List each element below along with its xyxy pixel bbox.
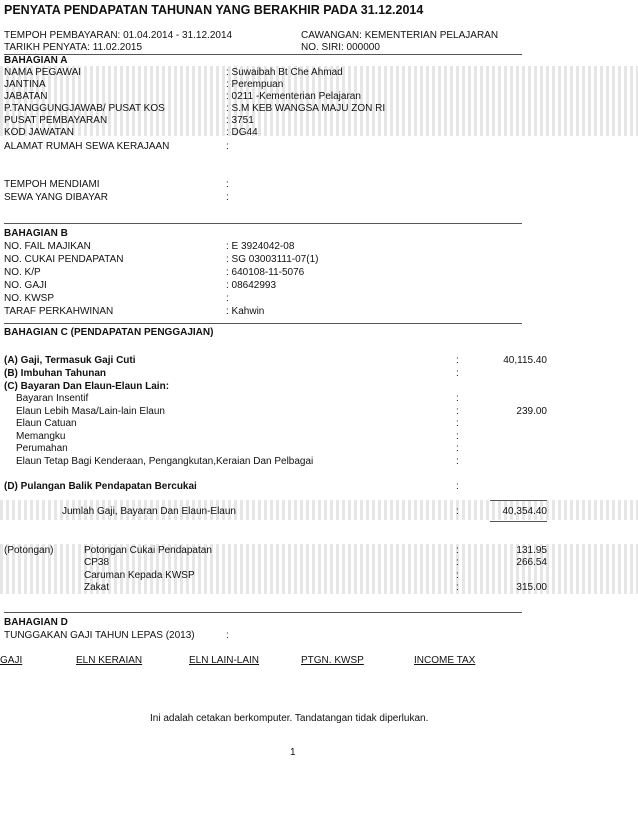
colon: :	[456, 418, 459, 429]
potongan-label: CP38	[84, 557, 110, 568]
divider	[4, 54, 522, 55]
field-value: : 3751	[226, 115, 254, 126]
field-label: NO. FAIL MAJIKAN	[4, 241, 91, 252]
elaun-label: Elaun Lebih Masa/Lain-lain Elaun	[16, 406, 165, 417]
field-label: NO. GAJI	[4, 280, 47, 291]
subtotal-rule	[490, 500, 547, 501]
elaun-label: Bayaran Insentif	[16, 393, 89, 404]
colon: :	[456, 570, 459, 581]
divider	[4, 223, 522, 224]
field-value: :	[226, 179, 229, 190]
potongan-amount: 315.00	[516, 582, 547, 593]
colon: :	[456, 481, 459, 492]
colon: :	[456, 368, 459, 379]
no-siri: NO. SIRI: 000000	[301, 42, 380, 53]
arrears-column-header: PTGN. KWSP	[301, 655, 364, 666]
bahagian-c-heading: BAHAGIAN C (PENDAPATAN PENGGAJIAN)	[4, 327, 214, 338]
field-label: P.TANGGUNGJAWAB/ PUSAT KOS	[4, 103, 165, 114]
potongan-amount: 131.95	[516, 545, 547, 556]
potongan-label: Caruman Kepada KWSP	[84, 570, 195, 581]
page-number: 1	[290, 747, 296, 758]
field-value: : Perempuan	[226, 79, 284, 90]
field-value: : Suwaibah Bt Che Ahmad	[226, 67, 343, 78]
colon: :	[456, 406, 459, 417]
elaun-amount: 239.00	[516, 406, 547, 417]
tunggakan-label: TUNGGAKAN GAJI TAHUN LEPAS (2013)	[4, 630, 195, 641]
field-label: SEWA YANG DIBAYAR	[4, 192, 108, 203]
field-value: : 08642993	[226, 280, 277, 291]
divider	[4, 612, 522, 613]
colon: :	[456, 506, 459, 517]
elaun-label: Perumahan	[16, 443, 68, 454]
field-label: TEMPOH MENDIAMI	[4, 179, 100, 190]
colon: :	[456, 582, 459, 593]
arrears-column-header: GAJI	[0, 655, 23, 666]
field-value: : 0211 -Kementerian Pelajaran	[226, 91, 361, 102]
field-value: : SG 03003111-07(1)	[226, 254, 319, 265]
field-label: NO. CUKAI PENDAPATAN	[4, 254, 124, 265]
field-label: NO. KWSP	[4, 293, 55, 304]
potongan-tag: (Potongan)	[4, 545, 54, 556]
potongan-label: Potongan Cukai Pendapatan	[84, 545, 212, 556]
colon: :	[456, 443, 459, 454]
field-label: TARAF PERKAHWINAN	[4, 306, 114, 317]
colon: :	[456, 557, 459, 568]
colon: :	[456, 355, 459, 366]
colon: :	[456, 545, 459, 556]
bayaran-heading: (C) Bayaran Dan Elaun-Elaun Lain:	[4, 381, 170, 392]
computer-print-note: Ini adalah cetakan berkomputer. Tandatangan tidak diperlukan.	[150, 713, 429, 724]
elaun-label: Elaun Catuan	[16, 418, 77, 429]
bahagian-a-heading: BAHAGIAN A	[4, 55, 68, 66]
pulangan-label: (D) Pulangan Balik Pendapatan Bercukai	[4, 481, 197, 492]
cawangan: CAWANGAN: KEMENTERIAN PELAJARAN	[301, 30, 499, 41]
page-title: PENYATA PENDAPATAN TAHUNAN YANG BERAKHIR PADA 31.12.2014	[4, 3, 424, 17]
field-value: : S.M KEB WANGSA MAJU ZON RI	[226, 103, 386, 114]
field-label: KOD JAWATAN	[4, 127, 74, 138]
arrears-column-header: ELN LAIN-LAIN	[189, 655, 260, 666]
bahagian-b-heading: BAHAGIAN B	[4, 228, 68, 239]
field-label: PUSAT PEMBAYARAN	[4, 115, 108, 126]
imbuhan-label: (B) Imbuhan Tahunan	[4, 368, 107, 379]
gaji-amount: 40,115.40	[503, 355, 547, 366]
arrears-column-header: INCOME TAX	[414, 655, 476, 666]
tempoh-pembayaran: TEMPOH PEMBAYARAN: 01.04.2014 - 31.12.2014	[4, 30, 233, 41]
field-label: NAMA PEGAWAI	[4, 67, 82, 78]
field-label: NO. K/P	[4, 267, 41, 278]
bahagian-d-heading: BAHAGIAN D	[4, 617, 68, 628]
jumlah-label: Jumlah Gaji, Bayaran Dan Elaun-Elaun	[62, 506, 236, 517]
potongan-amount: 266.54	[516, 557, 547, 568]
field-label: JABATAN	[4, 91, 48, 102]
field-value: : Kahwin	[226, 306, 265, 317]
colon: :	[456, 431, 459, 442]
colon: :	[456, 456, 459, 467]
field-label: ALAMAT RUMAH SEWA KERAJAAN	[4, 141, 170, 152]
tarikh-penyata: TARIKH PENYATA: 11.02.2015	[4, 42, 143, 53]
field-value: : 640108-11-5076	[226, 267, 305, 278]
divider	[4, 323, 522, 324]
jumlah-amount: 40,354.40	[502, 506, 547, 517]
arrears-column-header: ELN KERAIAN	[76, 655, 143, 666]
field-value: : DG44	[226, 127, 258, 138]
elaun-label: Elaun Tetap Bagi Kenderaan, Pengangkutan,Keraian Dan Pelbagai	[16, 456, 314, 467]
field-value: :	[226, 293, 229, 304]
potongan-label: Zakat	[84, 582, 110, 593]
field-value: :	[226, 192, 229, 203]
elaun-label: Memangku	[16, 431, 66, 442]
field-value: :	[226, 141, 229, 152]
colon: :	[226, 630, 229, 641]
subtotal-rule	[490, 521, 547, 522]
field-value: : E 3924042-08	[226, 241, 295, 252]
colon: :	[456, 393, 459, 404]
field-label: JANTINA	[4, 79, 46, 90]
gaji-label: (A) Gaji, Termasuk Gaji Cuti	[4, 355, 136, 366]
